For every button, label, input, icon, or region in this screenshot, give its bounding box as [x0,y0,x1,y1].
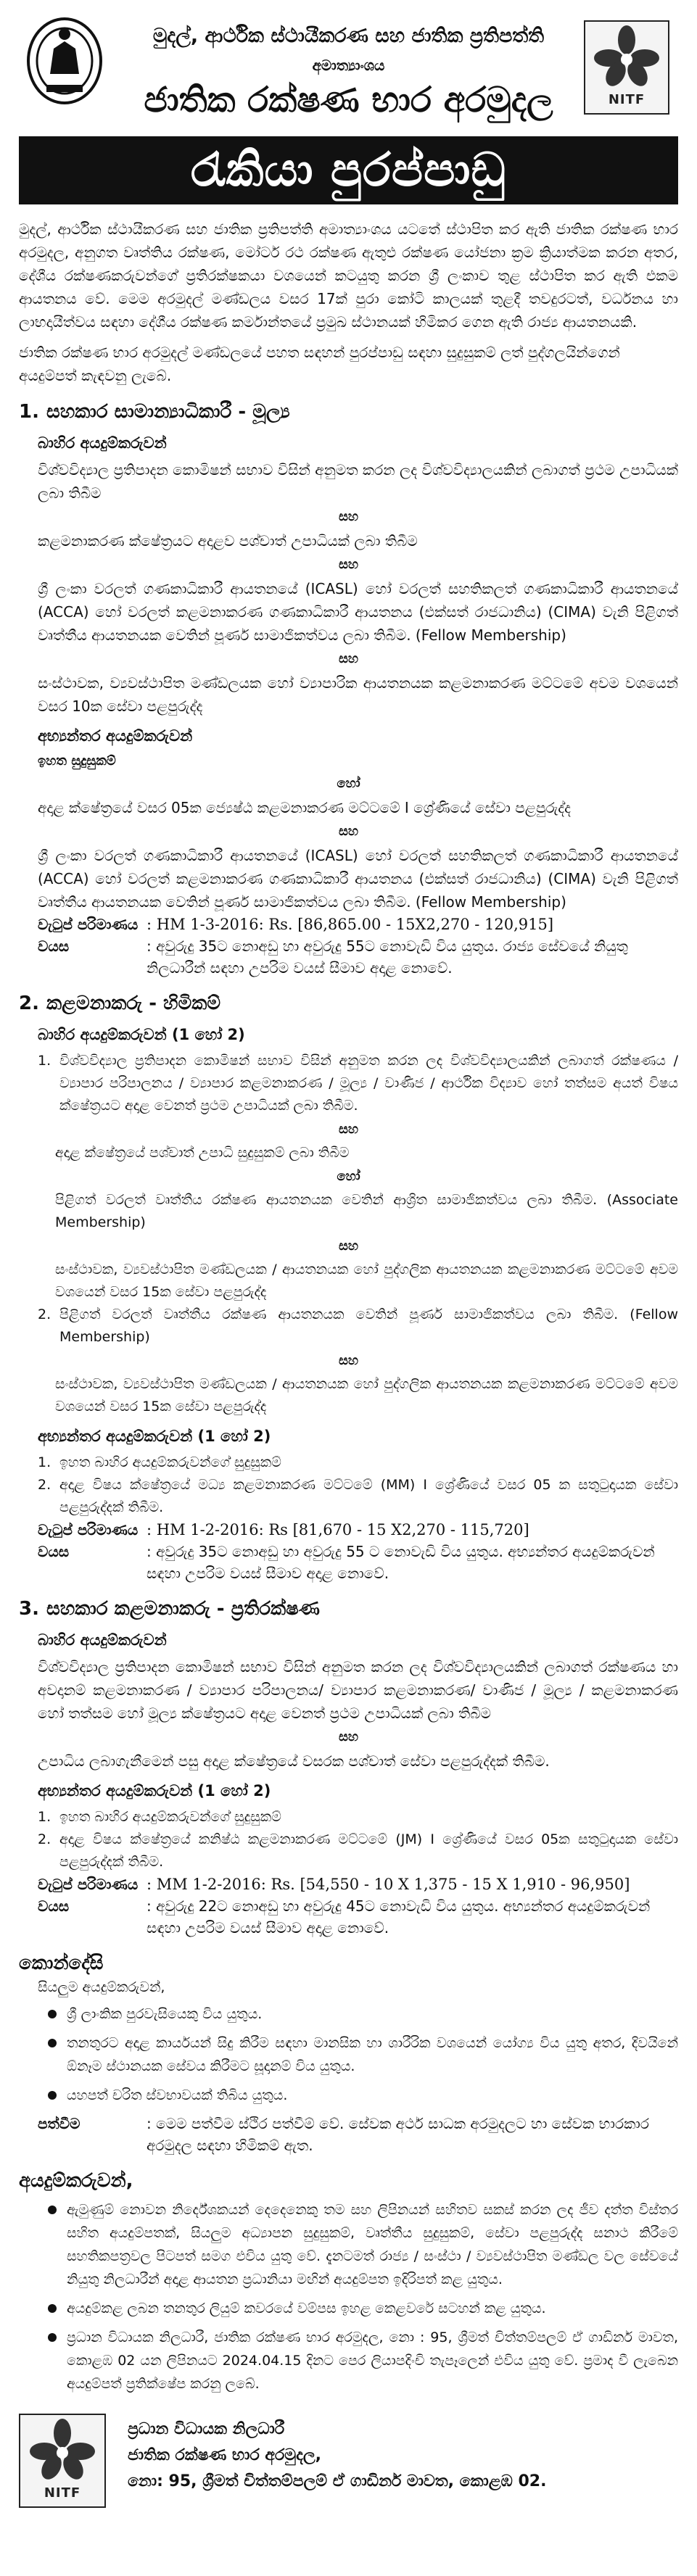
footer [19,2392,678,2559]
qualification: පිළිගත් වරලත් වෘත්තීය රක්ෂණ ආයතනයක වෙතින් ආශ්‍රිත සාමාජිකත්වය ලබා තිබීම. (Associate Membership) [55,1192,678,1230]
conjunction: සහ [338,1353,359,1368]
qualification: සංස්ථාවක, ව්‍යවස්ථාපිත මණ්ඩලයක හෝ ව්‍යාපාරික ආයතනයක කළමනාකරණ මට්ටමේ අවම වශයෙන් වසර 10ක සේවා පළපුරුද්ද [38,674,678,715]
qualification: විශ්වවිද්‍යාල ප්‍රතිපාදන කොමිෂන් සභාව විසින් අනුමත කරන ලද විශ්වවිද්‍යාලයකින් ලබාගත් ප්‍රථම උපාධියක් ලබා තිබීම [38,461,678,502]
age-label: වයස [38,937,70,955]
qualification: ශ්‍රී ලංකා වරලත් ගණකාධිකාරී ආයතනයේ (ICASL) හෝ වරලත් සහතිකලත් ගණකාධිකාරී ආයතනයේ (ACCA) හෝ වරලත් කළමනාකරණ ගණකාධිකාරී ආයතනය (එක්සත් රාජධානිය) (CIMA) වැනි පිළිගත් වෘත්තීය ආයතනයක වෙතින් පූර්ණ සාමාජිකත්වය ලබා තිබීම. (Fellow Membership) [38,847,678,911]
section-title-text: කළමනාකරු - හිමිකම් [46,993,221,1014]
conjunction: සහ [338,1729,359,1744]
section-title-text: සහකාර කළමනාකරු - ප්‍රතිරක්ෂණ [46,1598,320,1620]
logo-text: NITF [608,92,646,107]
section-1-title [19,399,678,425]
bullet-icon [48,2333,57,2342]
qualification: උපාධිය ලබාගැනීමෙන් පසු අදාළ ක්ෂේත්‍රයේ වසරක පශ්චාත් සේවා පළපුරුද්දක් තිබීම. [38,1752,550,1770]
section-number: 3. [19,1598,39,1620]
age-label: වයස [38,1897,70,1915]
section-2-title [19,990,678,1016]
page-title: රැකියා පුරප්පාඩු [19,136,678,204]
logo-text: NITF [44,2485,81,2501]
age-value: : අවුරුදු 35ට නොඅඩු හා අවුරුදු 55ට නොවැඩි විය යුතුය. රාජ්‍ය සේවයේ නියුතු නිලධාරීන් සඳහා උපරිම වයස් සීමාව අදාළ නොවේ. [147,937,628,977]
sri-lanka-emblem-icon [25,16,104,107]
item-text: ශ්‍රී ලාංකික පුරවැසියෙකු විය යුතුය. [67,2006,263,2022]
bullet-icon [48,2010,57,2018]
list-item: 2. අදාළ විෂය ක්ෂේත්‍රයේ කනිෂ්ඨ කළමනාකරණ මට්ටමේ (JM) I ශ්‍රේණියේ වසර 05ක සතුටුදායක සේවා පළපුරුද්දක් තිබීම. [38,1829,678,1873]
age-row [38,1895,678,1939]
flower-icon [20,2415,104,2488]
conjunction: සහ [338,824,359,839]
list-item: 1. ඉහත බාහිර අයදුම්කරුවන්ගේ සුදුසුකම් [38,1806,678,1829]
age-label: වයස [38,1543,70,1560]
conjunction: සහ [338,509,359,524]
section-3-title [19,1596,678,1622]
address: නො: 95, ශ්‍රීමත් චිත්තම්පලම් ඒ ගාඩිනර් මාවත, කොළඹ 02. [128,2472,547,2490]
section-title-text: සහකාර සාමාන්‍යාධිකාරී - මූල්‍ය [46,401,290,423]
section-number: 2. [19,993,39,1014]
conjunction: සහ [338,651,359,666]
external-heading: බාහිර අයදුම්කරුවන් [38,1631,167,1649]
item-text: අදාළ විෂය ක්ෂේත්‍රයේ කනිෂ්ඨ කළමනාකරණ මට්ටමේ (JM) I ශ්‍රේණියේ වසර 05ක සතුටුදායක සේවා පළපුරුද්දක් තිබීම. [59,1831,678,1870]
header [19,0,678,136]
ministry-name: මුදල්, ආර්ථික ස්ථායීකරණ සහ ජාතික ප්‍රතිපත්ති [152,25,545,47]
qualification: කළමනාකරණ ක්ෂේත්‍රයට අදාළව පශ්චාත් උපාධියක් ලබා තිබීම [38,532,418,550]
list-item: 1. විශ්වවිද්‍යාල ප්‍රතිපාදන කොමිෂන් සභාව විසින් අනුමත කරන ලද විශ්වවිද්‍යාලයකින් ලබාගත් රක්ෂණය / ව්‍යාපාර පරිපාලනය / ව්‍යාපාර කළමනාකරණ / මූල්‍ය / වාණිජ / ආර්ථික විද්‍යාව හෝ තත්සම අයත් විෂය ක්ෂේත්‍රයට අදාළ වෙනත් ප්‍රථම උපාධියක් ලබා තිබීම. [38,1050,678,1117]
conjunction: සහ [338,557,359,572]
qualification: ශ්‍රී ලංකා වරලත් ගණකාධිකාරී ආයතනයේ (ICASL) හෝ වරලත් සහතිකලත් ගණකාධිකාරී ආයතනයේ (ACCA) හෝ වරලත් කළමනාකරණ ගණකාධිකාරී ආයතනය (එක්සත් රාජධානිය) (CIMA) වැනි පිළිගත් වෘත්තීය ආයතනයක වෙතින් පූර්ණ සාමාජිකත්වය ලබා තිබීම. (Fellow Membership) [38,580,678,644]
list-item [48,2326,678,2395]
list-item [48,2297,678,2320]
internal-heading: අභ්‍යන්තර අයදුම්කරුවන් (1 හෝ 2) [38,1782,271,1800]
designation: ප්‍රධාන විධායක නිලධාරී [128,2420,285,2438]
probation-value: : මෙම පත්වීම ස්ථිර පත්වීම් වේ. සේවක අර්ථ සාධක අරමුදලට හා සේවක භාරකාර අරමුදල සඳහා හිමිකම් ඇත. [147,2115,649,2154]
salary-value: : HM 1-3-2016: Rs. [86,865.00 - 15X2,270 - 120,915] [147,916,554,933]
salary-label: වැටුප් පරිමාණය [38,1521,139,1538]
salary-row [38,1873,678,1895]
list-item: 2. පිළිගත් වරලත් වෘත්තීය රක්ෂණ ආයතනයක වෙතින් පූර්ණ සාමාජිකත්වය ලබා තිබීම. (Fellow Membership) [38,1304,678,1349]
bullet-icon [48,2039,57,2047]
item-text: ඉහත බාහිර අයදුම්කරුවන්ගේ සුදුසුකම් [59,1809,281,1825]
bullet-icon [48,2206,57,2214]
internal-heading: අභ්‍යන්තර අයදුම්කරුවන් (1 හෝ 2) [38,1428,271,1445]
conditions-intro: සියලුම අයදුම්කරුවන්, [38,1979,165,1995]
list-item: 2. අදාළ විෂය ක්ෂේත්‍රයේ මධ්‍ය කළමනාකරණ මට්ටමේ (MM) I ශ්‍රේණියේ වසර 05 ක සතුටුදායක සේවා පළපුරුද්දක් තිබීම. [38,1474,678,1519]
applicants-list [48,2198,678,2395]
bullet-icon [48,2091,57,2100]
probation-row [38,2113,678,2156]
applicants-heading [19,2168,678,2194]
item-text: අදාළ විෂය ක්ෂේත්‍රයේ මධ්‍ය කළමනාකරණ මට්ටමේ (MM) I ශ්‍රේණියේ වසර 05 ක සතුටුදායක සේවා පළපුරුද්දක් තිබීම. [59,1477,678,1515]
conjunction: හෝ [337,776,360,791]
list-item: 1. ඉහත බාහිර අයදුම්කරුවන්ගේ සුදුසුකම් [38,1451,678,1474]
list-item [48,2032,678,2078]
age-row [38,1541,678,1584]
salary-row [38,914,678,935]
conjunction: සහ [338,1238,359,1254]
list-item [48,2084,678,2107]
list-item [48,2198,678,2291]
qualification: අදාළ ක්ෂේත්‍රයේ වසර 05ක ජ්‍යෙෂ්ඨ කළමනාකරණ මට්ටමේ I ශ්‍රේණියේ සේවා පළපුරුද්ද [38,799,572,816]
qualification: සංස්ථාවක, ව්‍යවස්ථාපිත මණ්ඩලයක / ආයතනයක හෝ පුද්ගලික ආයතනයක කළමනාකරණ මට්ටමේ අවම වශයෙන් වසර 15ක සේවා පළපුරුද්ද [55,1262,678,1300]
intro-call: ජාතික රක්ෂණ භාර අරමුදල් මණ්ඩලයේ පහත සඳහන් පුරප්පාඩු සඳහා සුදුසුකම් ලත් පුද්ගලයින්ගෙන් අයදුම්පත් කැඳවනු ලැබේ. [19,344,620,384]
conditions-heading [19,1950,678,1976]
probation-label: පත්වීම [38,2115,81,2132]
salary-value: : MM 1-2-2016: Rs. [54,550 - 10 X 1,375 - 15 X 1,910 - 96,950] [147,1876,630,1893]
nitf-logo [19,2414,106,2508]
item-text: ඇමුණුම් නොවන නිර්දේශකයන් දෙදෙනෙකු තම සහ ලිපිනයන් සහිතව සකස් කරන ලද ජීව දත්ත විස්තර සහිත අයදුම්පතක්, සියලුම අධ්‍යාපන සුදුසුකම්, වෘත්තීය සුදුසුකම්, සේවා පළපුරුද්ද සනාථ කිරීමේ සහතිකපත්‍රවල පිටපත් සමග එවිය යුතු වේ. දැනටමත් රාජ්‍ය / සංස්ථා / ව්‍යවස්ථාපිත මණ්ඩල වල සේවයේ නියුතු නිලධාරීන් අදාළ ආයතන ප්‍රධානියා මඟින් අයදුම්පත ඉදිරිපත් කළ යුතුය. [67,2202,678,2287]
signature-block [128,2416,546,2495]
item-text: යහපත් චරිත ස්වභාවයක් තිබිය යුතුය. [67,2087,288,2103]
conjunction: හෝ [337,1169,360,1184]
section-number: 1. [19,401,39,423]
item-text: අයදුම්කළ ලබන තනතුර ලියුම් කවරයේ වම්පස ඉහළ කෙළවරේ සටහන් කළ යුතුය. [67,2300,546,2316]
fund-name: ජාතික රක්ෂණ භාර අරමුදල [144,80,553,120]
organization: ජාතික රක්ෂණ භාර අරමුදල, [128,2446,321,2464]
external-heading: බාහිර අයදුම්කරුවන් [38,434,167,452]
internal-heading: අභ්‍යන්තර අයදුම්කරුවන් [38,727,193,745]
salary-row [38,1519,678,1541]
ministry-label: අමාත්‍යාංශය [312,57,385,74]
salary-label: වැටුප් පරිමාණය [38,1876,139,1893]
external-heading: බාහිර අයදුම්කරුවන් (1 හෝ 2) [38,1026,245,1043]
item-text: තනතුරට අදාළ කාර්යයන් සිදු කිරීම සඳහා මානසික හා ශාරීරික වශයෙන් යෝග්‍ය විය යුතු අතර, දිවයිනේ ඕනෑම ස්ථානයක සේවය කිරීමට සූදානම් විය යුතුය. [67,2035,678,2074]
list-item [48,2003,678,2026]
qualification: විශ්වවිද්‍යාල ප්‍රතිපාදන කොමිෂන් සභාව විසින් අනුමත කරන ලද විශ්වවිද්‍යාලයකින් ලබාගත් රක්ෂණය හා අවදානම් කළමනාකරණ / ව්‍යාපාර පරිපාලනය/ ව්‍යාපාර කළමනාකරණ/ වාණිජ / මූල්‍ය / කළමනාකරණ හෝ තත්සම හෝ මූල්‍ය ක්ෂේත්‍රයට අදාළ වෙනත් ප්‍රථම උපාධියක් ලබා තිබීම [38,1658,678,1722]
age-value: : අවුරුදු 22ට නොඅඩු හා අවුරුදු 45ට නොවැඩි විය යුතුය. අභ්‍යන්තර අයදුම්කරුවන් සඳහා උපරිම වයස් සීමාව අදාළ නොවේ. [147,1897,651,1937]
conditions-list [48,2003,678,2107]
bullet-icon [48,2304,57,2313]
nitf-logo [584,20,669,115]
item-text: ඉහත බාහිර අයදුම්කරුවන්ගේ සුදුසුකම් [59,1454,281,1470]
age-row [38,935,678,979]
conditions-heading-text: කොන්දේසි [19,1952,104,1974]
flower-icon [585,22,668,94]
qualification: අදාළ ක්ෂේත්‍රයේ පශ්චාත් උපාධි සුදුසුකම් ලබා තිබීම [55,1145,350,1161]
item-text: විශ්වවිද්‍යාල ප්‍රතිපාදන කොමිෂන් සභාව විසින් අනුමත කරන ලද විශ්වවිද්‍යාලයකින් ලබාගත් රක්ෂණය / ව්‍යාපාර පරිපාලනය / ව්‍යාපාර කළමනාකරණ / මූල්‍ය / වාණිජ / ආර්ථික විද්‍යාව හෝ තත්සම අයත් විෂය ක්ෂේත්‍රයට අදාළ වෙනත් ප්‍රථම උපාධියක් ලබා තිබීම. [59,1053,678,1114]
salary-value: : HM 1-2-2016: Rs [81,670 - 15 X2,270 - 115,720] [147,1521,529,1538]
age-value: : අවුරුදු 35ට නොඅඩු හා අවුරුදු 55 ට නොවැඩි විය යුතුය. අභ්‍යන්තර අයදුම්කරුවන් සඳහා උපරිම වයස් සීමාව අදාළ නොවේ. [147,1543,655,1582]
salary-label: වැටුප් පරිමාණය [38,916,139,933]
intro-paragraph: මුදල්, ආර්ථික ස්ථායීකරණ සහ ජාතික ප්‍රතිපත්ති අමාත්‍යාංශය යටතේ ස්ථාපිත කර ඇති ජාතික රක්ෂණ භාර අරමුදල, අනුගත වෘත්තිය රක්ෂණ, මෝටර් රථ රක්ෂණ ඇතුළු රක්ෂණ යෝජනා ක්‍රම ක්‍රියාත්මක කරන අතර, දේශීය රක්ෂණකරුවන්ගේ ප්‍රතිරක්ෂකයා වශයෙන් කටයුතු කරන ශ්‍රී ලංකාව තුළ ස්ථාපිත කර ඇති එකම ආයතනය වේ. මෙම අරමුදල් මණ්ඩලය වසර 17ක් පුරා කෝටි කාලයක් තුළදී තවදුරටත්, වර්ධනය හා ලාභදායීත්වය සඳහා දේශීය රක්ෂණ කර්මාන්තයේ ප්‍රමුඛ ස්ථානයක් හිමිකර ගෙන ඇති රාජ්‍ය ආයතනයකි. [19,220,678,331]
internal-qualification: ඉහත සුදුසුකම් [38,753,116,769]
qualification: සංස්ථාවක, ව්‍යවස්ථාපිත මණ්ඩලයක / ආයතනයක හෝ පුද්ගලික ආයතනයක කළමනාකරණ මට්ටමේ අවම වශයෙන් වසර 15ක සේවා පළපුරුද්ද [55,1376,678,1415]
item-text: ප්‍රධාන විධායක නිලධාරී, ජාතික රක්ෂණ භාර අරමුදල, නො : 95, ශ්‍රීමත් චිත්තම්පලම් ඒ ගාඩිනර් මාවත, කොළඹ 02 යන ලිපිනයට 2024.04.15 දිනට පෙර ලියාපදිංචි තැපෑලෙන් එවිය යුතු වේ. ප්‍රමාද වී ලැබෙන අයදුම්පත් ප්‍රතික්ෂේප කරනු ලබේ. [67,2329,678,2392]
applicants-heading-text: අයදුම්කරුවන්, [19,2170,133,2192]
conjunction: සහ [338,1122,359,1137]
item-text: පිළිගත් වරලත් වෘත්තීය රක්ෂණ ආයතනයක වෙතින් පූර්ණ සාමාජිකත්වය ලබා තිබීම. (Fellow Membership) [59,1306,678,1345]
